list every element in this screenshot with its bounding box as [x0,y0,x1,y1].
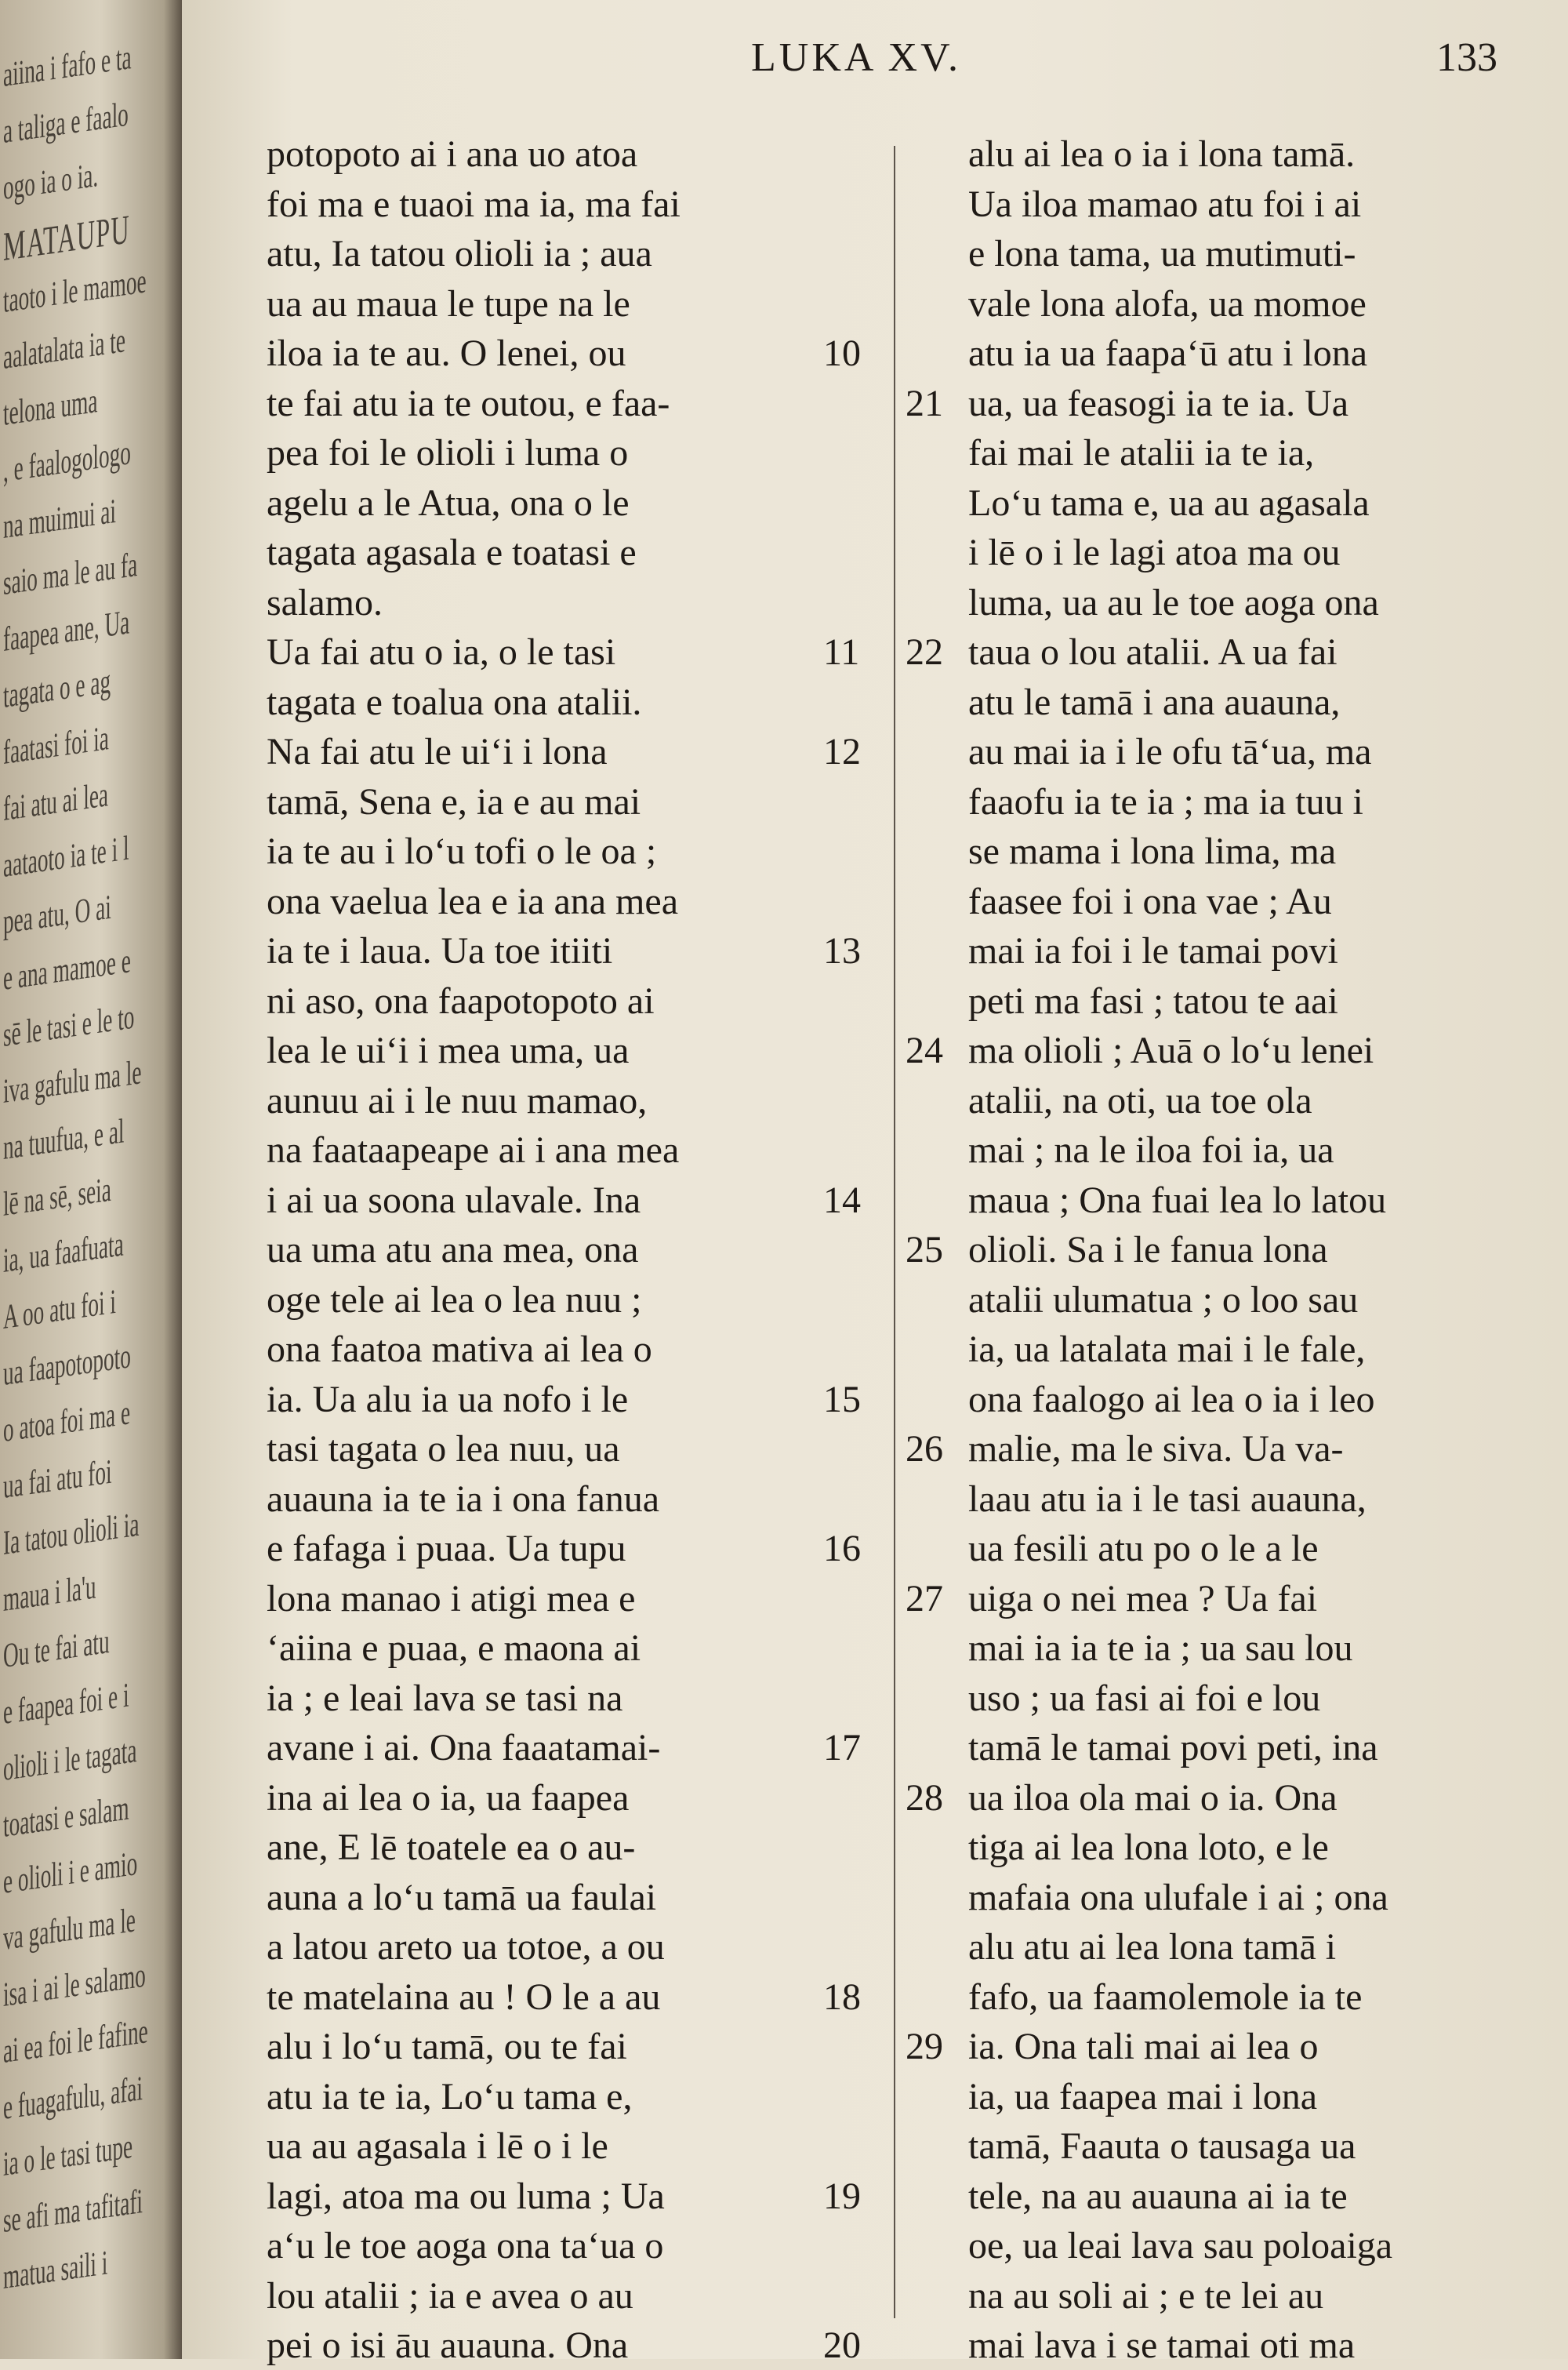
text-line [968,1176,1501,1225]
text-line [968,2073,1501,2121]
line-text: alu ai lea o ia i lona tamā. [968,133,1356,175]
line-text: oge tele ai lea o lea nuu ; [267,1278,642,1321]
line-text: ia ; e leai lava se tasi na [267,1677,623,1719]
text-line [968,230,1501,278]
text-line [267,1973,867,2022]
left-page-line: aalatalata ia te [3,321,125,376]
text-line [267,1624,867,1673]
left-page-line: ia o le tasi tupe [3,2126,133,2183]
line-text: au mai ia i le ofu tā‘ua, ma [968,731,1372,772]
text-line [267,1874,867,1922]
text-line [906,628,1501,677]
line-text: tamā, Sena e, ia e au mai [267,780,641,823]
line-text: a‘u le toe aoga ona ta‘ua o [267,2225,664,2266]
text-line [968,827,1501,876]
text-line [968,2122,1501,2171]
left-page-line: taoto i le mamoe [3,261,147,320]
verse-number: 12 [823,731,861,772]
text-line [267,1425,867,1474]
text-line [267,1226,867,1274]
text-line [968,429,1501,478]
text-line [267,628,867,677]
text-line [968,1376,1501,1424]
text-line [968,2272,1501,2321]
text-line [968,1276,1501,1325]
left-page-line: e faapea foi e i [3,1675,129,1732]
line-text: Na fai atu le ui‘i i lona [267,731,608,772]
line-text: Ua fai atu o ia, o le tasi [267,631,616,673]
text-line [267,878,867,926]
verse-number: 29 [906,2026,943,2067]
line-text: faaofu ia te ia ; ma ia tuu i [968,780,1363,823]
text-line [267,479,867,528]
text-line [968,1126,1501,1175]
text-line [968,927,1501,976]
line-text: ia. Ua alu ia ua nofo i le [267,1378,629,1420]
text-line [906,380,1501,428]
left-page-line: isa i ai le salamo [3,1955,146,2014]
line-text: ona vaelua lea e ia ana mea [267,880,678,922]
text-line [267,1674,867,1723]
line-text: ia te i laua. Ua toe itiiti [267,930,613,972]
line-text: fafo, ua faamolemole ia te [968,1976,1363,2018]
text-line [968,1624,1501,1673]
line-text: iloa ia te au. O lenei, ou [267,333,626,374]
left-page-edge [0,0,182,2359]
line-text: ona faatoa mativa ai lea o [267,1329,652,1370]
text-line [267,2321,867,2370]
text-line [968,1475,1501,1524]
line-text: mai ia foi i le tamai povi [968,930,1338,972]
left-page-line: aiina i fafo e ta [3,38,132,94]
verse-number: 15 [823,1378,861,1420]
text-line [968,479,1501,528]
line-text: ma olioli ; Auā o lo‘u lenei [968,1030,1374,1071]
line-text: aunuu ai i le nuu mamao, [267,1079,648,1121]
text-line [267,1325,867,1374]
line-text: mai lava i se tamai oti ma [968,2325,1356,2366]
line-text: fai mai le atalii ia te ia, [968,432,1315,474]
line-text: atalii ulumatua ; o loo sau [968,1278,1359,1321]
text-line [968,1724,1501,1772]
line-text: ua uma atu ana mea, ona [267,1229,639,1270]
left-page-line: matua saili i [3,2243,108,2296]
line-text: atalii, na oti, ua toe ola [968,1079,1312,1121]
left-page-line: e ana mamoe e [3,941,131,998]
line-text: atu, Ia tatou olioli ia ; aua [267,233,652,274]
left-page-line: Ia tatou olioli ia [3,1504,140,1562]
line-text: atu ia ua faapa‘ū atu i lona [968,333,1368,374]
line-text: te matelaina au ! O le a au [267,1976,661,2018]
line-text: lea le ui‘i i mea uma, ua [267,1030,630,1071]
text-line [267,1376,867,1424]
line-text: olioli. Sa i le fanua lona [968,1229,1328,1270]
text-line [906,1226,1501,1274]
verse-number: 25 [906,1229,943,1270]
left-page-line: ai ea foi le fafine [3,2012,148,2070]
verse-number: 16 [823,1528,861,1569]
text-line [267,827,867,876]
text-line [906,1027,1501,1075]
left-page-line: lē na sē, seia [3,1169,111,1223]
left-page-line: e fuagafulu, afai [3,2068,143,2127]
left-page-line: e olioli i e amio [3,1843,138,1901]
text-line [968,180,1501,229]
left-page-line: fai atu ai lea [3,775,109,828]
verse-number: 26 [906,1428,943,1470]
text-line [968,1525,1501,1573]
left-page-line: faapea ane, Ua [3,602,130,659]
left-page-line: ogo ia o ia. [3,154,99,207]
line-text: ane, E lē toatele ea o au- [267,1827,636,1868]
left-page-line: na muimui ai [3,491,116,546]
text-line [267,678,867,727]
line-text: ia, ua latalata mai i le fale, [968,1329,1366,1370]
text-line [267,977,867,1026]
text-line [968,678,1501,727]
text-line [267,2073,867,2121]
line-text: ia. Ona tali mai ai lea o [968,2026,1319,2067]
line-text: tamā, Faauta o tausaga ua [968,2125,1356,2167]
text-line [267,1525,867,1573]
line-text: ua fesili atu po o le a le [968,1528,1319,1569]
line-text: se mama i lona lima, ma [968,831,1337,872]
line-text: auna a lo‘u tamā ua faulai [267,1876,657,1918]
verse-number: 10 [823,333,861,374]
left-page-line: Ou te fai atu [3,1621,110,1675]
verse-number: 19 [823,2175,861,2217]
left-page-line: iva gafulu ma le [3,1052,142,1110]
text-line [267,1027,867,1075]
text-line [267,1774,867,1823]
text-line [267,529,867,577]
line-text: maua ; Ona fuai lea lo latou [968,1179,1387,1221]
line-text: ua, ua feasogi ia te ia. Ua [968,382,1349,424]
text-line [968,878,1501,926]
text-line [267,280,867,329]
line-text: Lo‘u tama e, ua au agasala [968,482,1370,524]
text-line [267,130,867,179]
left-page-line: a taliga e faalo [3,94,129,151]
line-text: ua iloa ola mai o ia. Ona [968,1776,1338,1819]
text-line [906,1425,1501,1474]
line-text: na faataapeape ai i ana mea [267,1129,680,1171]
running-head: LUKA XV. [751,35,961,80]
text-line [968,1874,1501,1922]
left-page-line: aataoto ia te i l [3,828,129,885]
line-text: agelu a le Atua, ona o le [267,482,630,524]
text-line [267,2272,867,2321]
line-text: tele, na au auauna ai ia te [968,2175,1348,2217]
text-line [267,728,867,776]
text-line [267,1126,867,1175]
text-line [267,1077,867,1125]
verse-number: 22 [906,631,943,673]
text-line [906,1575,1501,1623]
text-line [267,1176,867,1225]
text-line [267,927,867,976]
line-text: e fafaga i puaa. Ua tupu [267,1528,626,1569]
left-page-line: olioli i le tagata [3,1731,137,1788]
text-line [267,2023,867,2071]
verse-number: 28 [906,1776,943,1819]
verse-number: 18 [823,1976,861,2018]
text-line [267,429,867,478]
line-text: ona faalogo ai lea o ia i leo [968,1378,1375,1420]
text-line [968,529,1501,577]
line-text: avane i ai. Ona faaatamai- [267,1727,661,1768]
line-text: i ai ua soona ulavale. Ina [267,1179,641,1221]
line-text: lona manao i atigi mea e [267,1577,636,1619]
line-text: te fai atu ia te outou, e faa- [267,382,670,424]
line-text: atu le tamā i ana auauna, [968,681,1341,723]
line-text: pea foi le olioli i luma o [267,432,629,474]
line-text: malie, ma le siva. Ua va- [968,1428,1344,1470]
text-line [968,2222,1501,2270]
left-page-line: maua i la'u [3,1567,96,1619]
text-line [267,380,867,428]
line-text: ia, ua faapea mai i lona [968,2075,1318,2117]
line-text: vale lona alofa, ua momoe [968,282,1367,325]
text-line [267,1823,867,1872]
line-text: uso ; ua fasi ai foi e lou [968,1677,1321,1719]
text-line [968,1674,1501,1723]
line-text: faasee foi i ona vae ; Au [968,880,1332,922]
line-text: foi ma e tuaoi ma ia, ma fai [267,183,681,225]
text-line [968,2321,1501,2370]
text-line [968,1325,1501,1374]
line-text: ni aso, ona faapotopoto ai [267,980,655,1022]
left-page-line: MATAUPU [3,207,130,270]
verse-number: 14 [823,1179,861,1221]
line-text: oe, ua leai lava sau poloaiga [968,2225,1393,2266]
line-text: tiga ai lea lona loto, e le [968,1827,1329,1868]
verse-number: 24 [906,1030,943,1071]
left-page-line: pea atu, O ai [3,887,111,941]
text-line [267,1724,867,1772]
column-divider [894,146,895,2318]
left-page-line: ia, ua faafuata [3,1224,124,1280]
line-text: uiga o nei mea ? Ua fai [968,1577,1318,1619]
left-page-line: na tuufua, e al [3,1111,125,1167]
line-text: tagata e toalua ona atalii. [267,681,642,723]
verse-number: 11 [823,631,860,673]
text-line [968,130,1501,179]
line-text: ua au agasala i lē o i le [267,2125,608,2167]
page-number: 133 [1436,35,1497,80]
left-page-line: saio ma le au fa [3,544,138,602]
left-page-line: A oo atu foi i [3,1281,116,1336]
line-text: atu ia te ia, Lo‘u tama e, [267,2075,633,2117]
text-line [267,1475,867,1524]
left-page-line: se afi ma tafitafi [3,2181,143,2240]
left-page-line: faatasi foi ia [3,718,109,772]
verse-number: 17 [823,1727,861,1768]
text-line [267,230,867,278]
line-text: ia te au i lo‘u tofi o le oa ; [267,831,657,872]
line-text: na au soli ai ; e te lei au [968,2274,1324,2317]
verse-number: 20 [823,2325,861,2366]
text-line [267,778,867,827]
text-line [267,180,867,229]
text-line [968,329,1501,378]
verse-number: 27 [906,1577,943,1619]
text-line [267,1276,867,1325]
text-line [968,728,1501,776]
text-line [906,1774,1501,1823]
text-line [968,1077,1501,1125]
left-page-line: , e faalogologo [3,433,131,489]
text-line [906,2023,1501,2071]
left-page-line: toatasi e salam [3,1788,129,1845]
line-text: pei o isi āu auauna. Ona [267,2325,629,2366]
line-text: e lona tama, ua mutimuti- [968,233,1356,274]
line-text: tasi tagata o lea nuu, ua [267,1428,620,1470]
text-line [968,579,1501,627]
text-line [968,280,1501,329]
line-text: tagata agasala e toatasi e [267,532,637,573]
line-text: tamā le tamai povi peti, ina [968,1727,1378,1768]
text-line [267,1575,867,1623]
left-page-line: sē le tasi e le to [3,997,135,1054]
line-text: ua au maua le tupe na le [267,282,630,325]
verse-number: 13 [823,930,861,972]
left-page-line: ua faapotopoto [3,1336,131,1393]
text-line [968,778,1501,827]
line-text: alu atu ai lea lona tamā i [968,1926,1337,1968]
line-text: ina ai lea o ia, ua faapea [267,1776,630,1819]
line-text: i lē o i le lagi atoa ma ou [968,532,1341,573]
line-text: potopoto ai i ana uo atoa [267,133,638,175]
left-page-line: va gafulu ma le [3,1900,136,1957]
left-page-line: ua fai atu foi [3,1452,112,1506]
line-text: taua o lou atalii. A ua fai [968,631,1338,673]
line-text: auauna ia te ia i ona fanua [267,1478,660,1520]
line-text: ‘aiina e puaa, e maona ai [267,1627,641,1669]
text-line [267,2122,867,2171]
line-text: Ua iloa mamao atu foi i ai [968,183,1362,225]
text-line [267,579,867,627]
text-line [267,1923,867,1972]
line-text: luma, ua au le toe aoga ona [968,581,1379,623]
text-line [968,1973,1501,2022]
line-text: laau atu ia i le tasi auauna, [968,1478,1367,1520]
text-line [968,2172,1501,2221]
line-text: mai ia ia te ia ; ua sau lou [968,1627,1353,1669]
text-line [267,2172,867,2221]
line-text: lagi, atoa ma ou luma ; Ua [267,2175,665,2217]
text-line [968,1823,1501,1872]
line-text: a latou areto ua totoe, a ou [267,1926,665,1968]
text-line [267,329,867,378]
left-page-line: o atoa foi ma e [3,1393,131,1449]
text-line [267,2222,867,2270]
text-line [968,1923,1501,1972]
line-text: mai ; na le iloa foi ia, ua [968,1129,1334,1171]
left-page-line: tagata o e ag [3,661,111,715]
line-text: alu i lo‘u tamā, ou te fai [267,2026,627,2067]
text-line [968,977,1501,1026]
line-text: lou atalii ; ia e avea o au [267,2274,633,2317]
line-text: peti ma fasi ; tatou te aai [968,980,1338,1022]
line-text: mafaia ona ulufale i ai ; ona [968,1876,1388,1918]
line-text: salamo. [267,581,383,623]
left-page-line: telona uma [3,381,98,433]
verse-number: 21 [906,382,943,424]
